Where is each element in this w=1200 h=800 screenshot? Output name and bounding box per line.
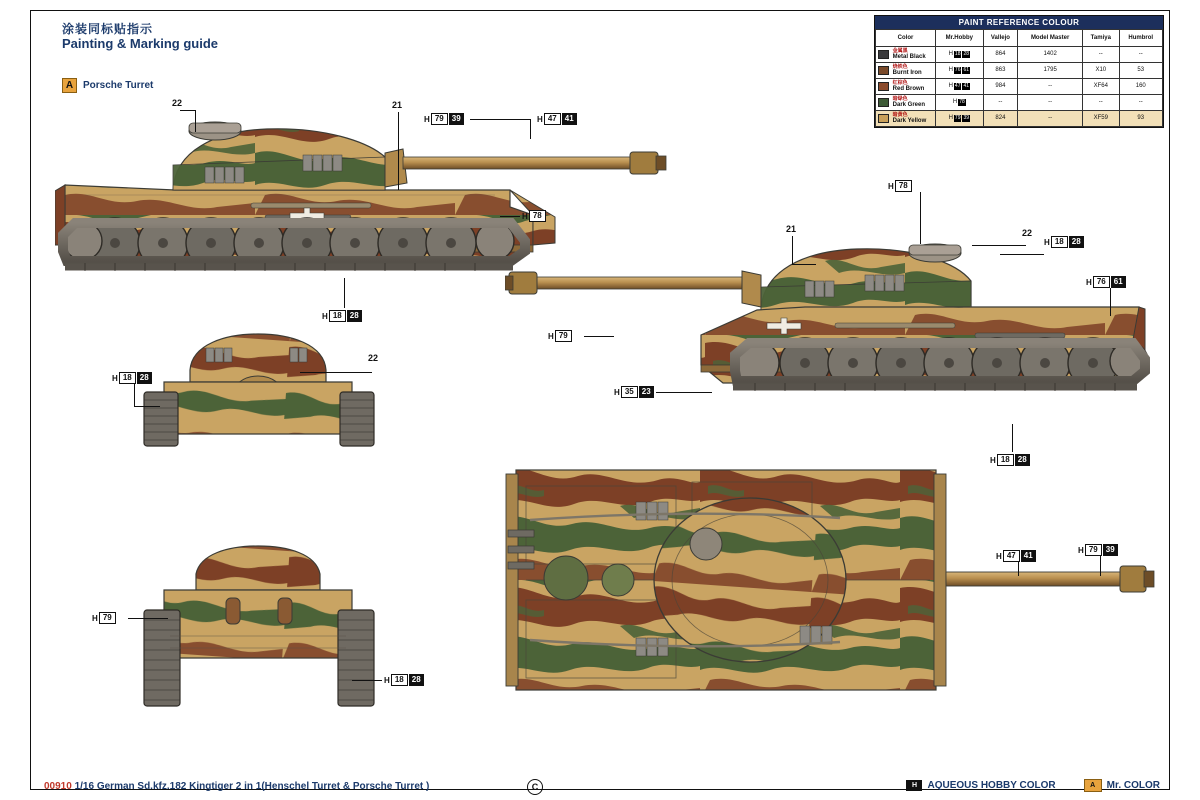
paint-name-en: Red Brown bbox=[892, 86, 925, 92]
tamiya-code: XF64 bbox=[1083, 79, 1119, 95]
callout-h76-right: H 76 61 bbox=[1086, 276, 1126, 288]
mrhobby-code: H 78 bbox=[936, 95, 984, 111]
footer-kit-info bbox=[44, 781, 429, 792]
leader-line bbox=[1012, 424, 1013, 452]
tank-rear-view bbox=[130, 540, 390, 730]
paint-name-en: Dark Green bbox=[892, 102, 926, 108]
modelmaster-code: -- bbox=[1018, 111, 1083, 127]
callout-h18-rear: H 18 28 bbox=[384, 674, 424, 686]
callout-h79-rear: H 79 bbox=[92, 612, 116, 624]
modelmaster-code: 1402 bbox=[1018, 47, 1083, 63]
callout-h78-right: H 78 bbox=[888, 180, 912, 192]
tamiya-code: -- bbox=[1083, 95, 1119, 111]
kit-code: 00910 bbox=[44, 781, 72, 792]
leader-line bbox=[1110, 288, 1111, 316]
legend-mark-a: A bbox=[1084, 779, 1102, 792]
modelmaster-code: -- bbox=[1018, 79, 1083, 95]
legend-item-aqueous bbox=[906, 780, 1055, 791]
paint-name-cn: 烧铁色 bbox=[892, 64, 908, 70]
leader-line bbox=[1018, 562, 1019, 576]
mrhobby-code: H 76 61 bbox=[936, 63, 984, 79]
vallejo-code: -- bbox=[983, 95, 1018, 111]
col-tamiya: Tamiya bbox=[1083, 30, 1119, 47]
tamiya-code: X10 bbox=[1083, 63, 1119, 79]
col-vallejo: Vallejo bbox=[983, 30, 1018, 47]
leader-line bbox=[134, 406, 160, 407]
table-row bbox=[876, 111, 1163, 127]
callout-h18-right-top: H 18 28 bbox=[1044, 236, 1084, 248]
leader-line bbox=[1100, 556, 1101, 576]
leader-line bbox=[920, 192, 921, 244]
part-number-22-front: 22 bbox=[368, 353, 379, 363]
legend-label-aqueous: AQUEOUS HOBBY COLOR bbox=[927, 780, 1056, 791]
col-mrhobby: Mr.Hobby bbox=[936, 30, 984, 47]
leader-line bbox=[300, 372, 372, 373]
sheet-badge: C bbox=[527, 779, 543, 795]
leader-line bbox=[1000, 254, 1044, 255]
vallejo-code: 863 bbox=[983, 63, 1018, 79]
humbrol-code: 93 bbox=[1119, 111, 1162, 127]
humbrol-code: 53 bbox=[1119, 63, 1162, 79]
legend-mark-h: H bbox=[906, 780, 922, 791]
leader-line bbox=[398, 112, 399, 190]
col-color: Color bbox=[876, 30, 936, 47]
humbrol-code: -- bbox=[1119, 47, 1162, 63]
paint-table-header-row bbox=[876, 30, 1163, 47]
callout-h18-right-bottom: H 18 28 bbox=[990, 454, 1030, 466]
leader-line bbox=[792, 236, 793, 264]
table-row bbox=[876, 63, 1163, 79]
leader-line bbox=[530, 119, 531, 139]
leader-line bbox=[584, 336, 614, 337]
modelmaster-code: -- bbox=[1018, 95, 1083, 111]
leader-line bbox=[470, 119, 530, 120]
callout-h79-side: H 79 39 bbox=[424, 113, 464, 125]
leader-line bbox=[972, 245, 1026, 246]
page-title-cn: 涂装同标贴指示 bbox=[62, 22, 154, 36]
paint-name-cell bbox=[876, 79, 936, 95]
page-title bbox=[62, 22, 218, 52]
paint-name-cn: 红棕色 bbox=[892, 80, 908, 86]
vallejo-code: 984 bbox=[983, 79, 1018, 95]
mrhobby-code: H 79 39 bbox=[936, 111, 984, 127]
col-modelmaster: Model Master bbox=[1018, 30, 1083, 47]
callout-h78-side: H 78 bbox=[522, 210, 546, 222]
paint-name-cell bbox=[876, 95, 936, 111]
tamiya-code: -- bbox=[1083, 47, 1119, 63]
callout-h79-right: H 79 bbox=[548, 330, 572, 342]
part-number-22-side: 22 bbox=[172, 98, 183, 108]
variant-badge: A bbox=[62, 78, 77, 93]
legend-label-mrcolor: Mr. COLOR bbox=[1106, 780, 1160, 791]
part-number-22-right: 22 bbox=[1022, 228, 1033, 238]
modelmaster-code: 1795 bbox=[1018, 63, 1083, 79]
variant-name: Porsche Turret bbox=[83, 80, 154, 91]
paint-name-en: Burnt Iron bbox=[892, 70, 922, 76]
humbrol-code: -- bbox=[1119, 95, 1162, 111]
paint-name-en: Dark Yellow bbox=[892, 118, 927, 124]
paint-name-cell bbox=[876, 47, 936, 63]
paint-table-title: PAINT REFERENCE COLOUR bbox=[875, 16, 1163, 29]
callout-h47-top: H 47 41 bbox=[996, 550, 1036, 562]
tamiya-code: XF59 bbox=[1083, 111, 1119, 127]
callout-h35-right: H 35 23 bbox=[614, 386, 654, 398]
legend-item-mrcolor bbox=[1084, 779, 1160, 792]
color-swatch bbox=[878, 50, 889, 59]
leader-line bbox=[352, 680, 382, 681]
callout-h18-front: H 18 28 bbox=[112, 372, 152, 384]
leader-line bbox=[195, 110, 196, 132]
callout-h18-side: H 18 28 bbox=[322, 310, 362, 322]
leader-line bbox=[792, 264, 816, 265]
paint-name-cell bbox=[876, 111, 936, 127]
kit-description: 1/16 German Sd.kfz.182 Kingtiger 2 in 1(Henschel Turret & Porsche Turret ) bbox=[74, 781, 430, 792]
part-number-21-side: 21 bbox=[392, 100, 403, 110]
paint-reference-table bbox=[874, 15, 1164, 128]
color-swatch bbox=[878, 98, 889, 107]
humbrol-code: 160 bbox=[1119, 79, 1162, 95]
tank-top-view bbox=[500, 460, 1160, 710]
callout-h47-side: H 47 41 bbox=[537, 113, 577, 125]
paint-name-cn: 暗黄色 bbox=[892, 112, 908, 118]
mrhobby-code: H 47 41 bbox=[936, 79, 984, 95]
paint-name-cn: 金属黑 bbox=[892, 48, 908, 54]
table-row bbox=[876, 79, 1163, 95]
paint-name-cell bbox=[876, 63, 936, 79]
leader-line bbox=[128, 618, 168, 619]
variant-a-label bbox=[62, 78, 153, 93]
mrhobby-code: H 18 28 bbox=[936, 47, 984, 63]
leader-line bbox=[134, 384, 135, 406]
paint-name-cn: 暗绿色 bbox=[892, 96, 908, 102]
leader-line bbox=[656, 392, 712, 393]
leader-line bbox=[180, 110, 196, 111]
color-legend bbox=[906, 779, 1160, 792]
vallejo-code: 824 bbox=[983, 111, 1018, 127]
color-swatch bbox=[878, 114, 889, 123]
vallejo-code: 864 bbox=[983, 47, 1018, 63]
color-swatch bbox=[878, 66, 889, 75]
leader-line bbox=[344, 278, 345, 308]
table-row bbox=[876, 47, 1163, 63]
paint-name-en: Metal Black bbox=[892, 54, 926, 60]
table-row bbox=[876, 95, 1163, 111]
page-title-en: Painting & Marking guide bbox=[62, 36, 219, 51]
col-humbrol: Humbrol bbox=[1119, 30, 1162, 47]
part-number-21-right: 21 bbox=[786, 224, 797, 234]
callout-h79-top: H 79 39 bbox=[1078, 544, 1118, 556]
tank-front-view bbox=[130, 330, 390, 460]
color-swatch bbox=[878, 82, 889, 91]
